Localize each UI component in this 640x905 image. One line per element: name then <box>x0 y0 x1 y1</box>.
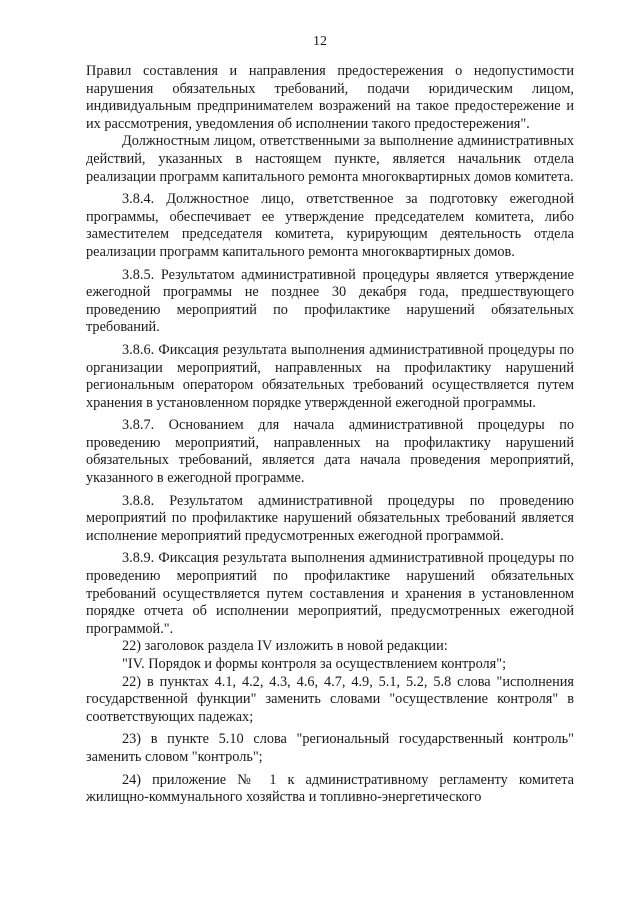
paragraph-3-8-9: 3.8.9. Фиксация результата выполнения административной процедуры по проведению мероприятий по профилактике нарушений обязательных требований осуществляется путем составления и хранения в установленном порядке отчета об исполнении мероприятий, предусмотренных ежегодной программой.". <box>86 550 574 637</box>
paragraph-3-8-4: 3.8.4. Должностное лицо, ответственное за подготовку ежегодной программы, обеспечивает ее утверждение председателем комитета, либо заместителем председателя комитета, курирующим деятельность отдела реализации программ капитального ремонта многоквартирных домов. <box>86 191 574 260</box>
paragraph-item-24: 24) приложение № 1 к административному регламенту комитета жилищно-коммунального хозяйства и топливно-энергетического <box>86 771 574 806</box>
paragraph-item-22-replace: 22) в пунктах 4.1, 4.2, 4.3, 4.6, 4.7, 4.9, 5.1, 5.2, 5.8 слова "исполнения государственной функции" заменить словами "осуществление контроля" в соответствующих падежах; <box>86 673 574 725</box>
paragraph-3-8-7: 3.8.7. Основанием для начала административной процедуры по проведению мероприятий, направленных на профилактику нарушений обязательных требований, является дата начала проведения мероприятий, указанного в ежегодной программе. <box>86 417 574 487</box>
paragraph-item-23: 23) в пункте 5.10 слова "региональный государственный контроль" заменить словом "контроль"; <box>86 731 574 765</box>
page-number: 12 <box>313 34 327 49</box>
paragraph-item-22-heading: 22) заголовок раздела IV изложить в новой редакции: <box>122 638 448 655</box>
document-body <box>86 63 574 807</box>
paragraph-continuation: Правил составления и направления предостережения о недопустимости нарушения обязательных требований, подачи юридическим лицом, индивидуальным предпринимателем возражений на такое предостережение и их рассмотрения, уведомления об исполнении такого предостережения". <box>86 63 574 132</box>
paragraph-section-iv-title: "IV. Порядок и формы контроля за осуществлением контроля"; <box>122 656 507 672</box>
paragraph-responsible-official: Должностным лицом, ответственными за выполнение административных действий, указанных в настоящем пункте, является начальник отдела реализации программ капитального ремонта многоквартирных домов комитета. <box>86 133 574 185</box>
paragraph-3-8-6: 3.8.6. Фиксация результата выполнения административной процедуры по организации мероприятий, направленных на профилактику нарушений региональным оператором обязательных требований осуществляется путем хранения в установленном порядке утвержденной ежегодной программы. <box>86 341 574 411</box>
paragraph-3-8-5: 3.8.5. Результатом административной процедуры является утверждение ежегодной программы не позднее 30 декабря года, предшествующего проведению мероприятий по профилактике нарушений обязательных требований. <box>86 266 574 336</box>
paragraph-3-8-8: 3.8.8. Результатом административной процедуры по проведению мероприятий по профилактике нарушений обязательных требований является исполнение мероприятий предусмотренных ежегодной программой. <box>86 492 574 544</box>
